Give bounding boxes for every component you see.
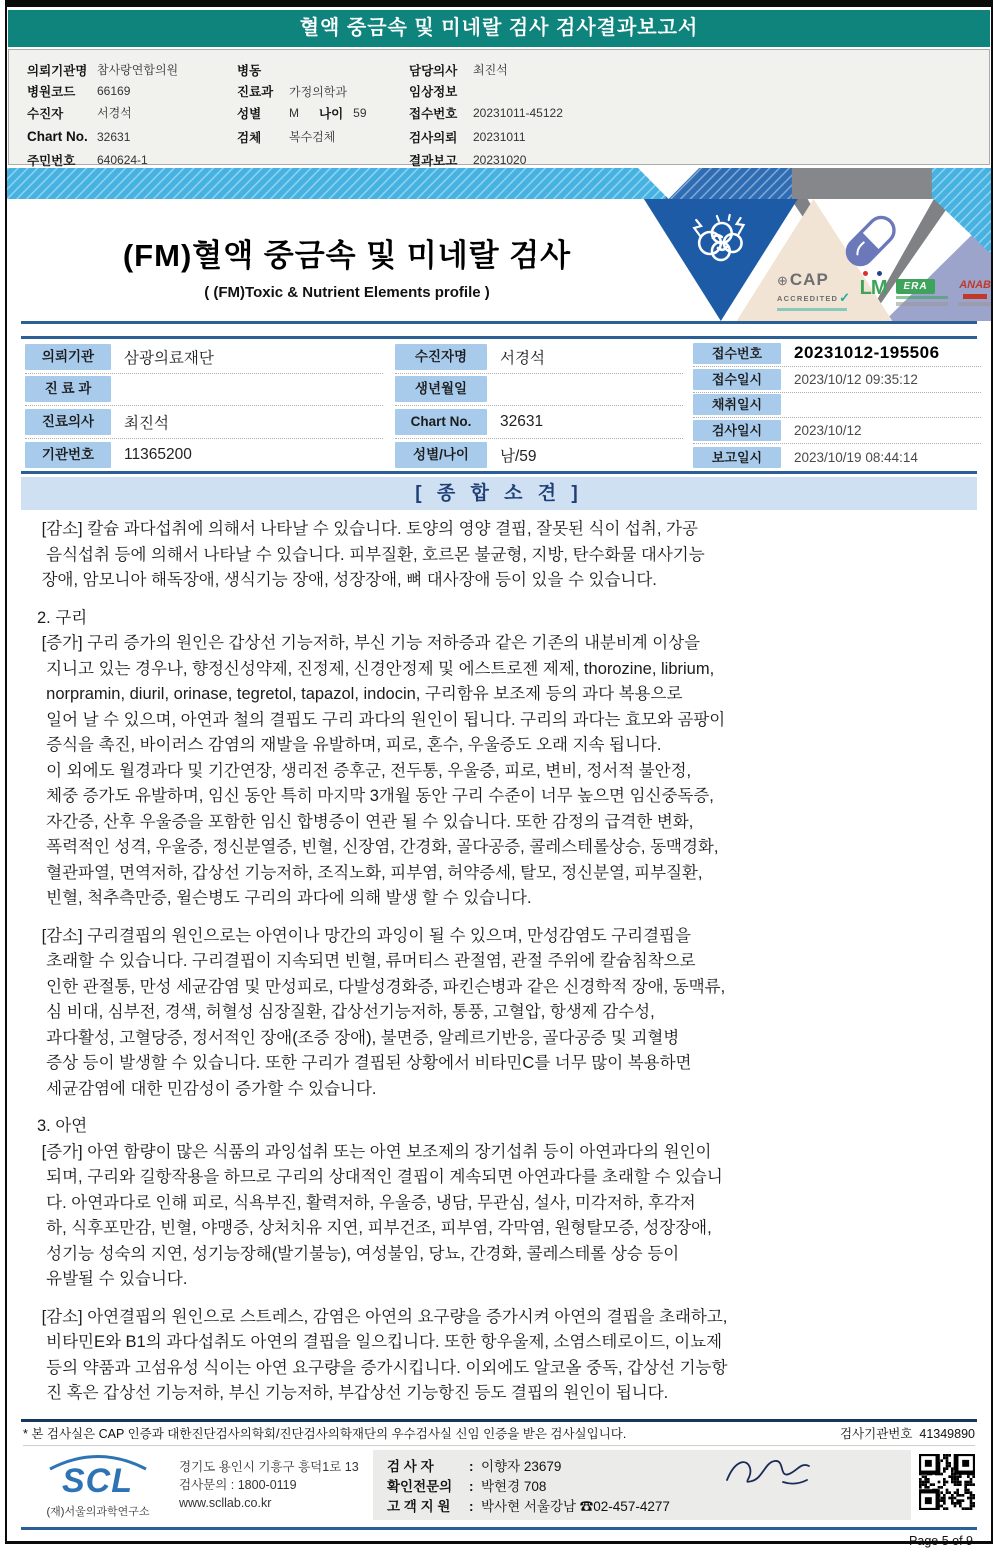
patient-table-left — [25, 341, 383, 469]
info-row: 의뢰기관명 참사랑연합의원 — [27, 63, 179, 78]
cap-globe-icon: ⊕ — [777, 272, 788, 288]
footer-note-row — [23, 1424, 975, 1446]
body-line: 되며, 구리와 길항작용을 하므로 구리의 상대적인 결핍이 계속되면 아연과다를 초래할 수 있습니 — [37, 1168, 723, 1186]
info-row: 성별 M 나이 59 — [237, 105, 367, 121]
info-row: 병동 — [237, 63, 262, 78]
body-line: 2. 구리 — [37, 608, 88, 627]
summary-paragraph — [37, 606, 973, 912]
exam-title: (FM)혈액 중금속 및 미네랄 검사 — [122, 238, 572, 273]
body-line: 빈혈, 척추측만증, 윌슨병도 구리의 과다에 의해 발생 할 수 있습니다. — [37, 889, 532, 907]
body-line: 폭력적인 성격, 우울증, 정신분열증, 빈혈, 신장염, 간경화, 골다공증, 콜레스테롤상승, 동맥경화, — [37, 838, 719, 856]
body-line: 장애, 암모니아 해독장애, 생식기능 장애, 성장장애, 뼈 대사장애 등이 있을 수 있습니다. — [37, 571, 657, 589]
table-row: 보고일시 2023/10/19 08:44:14 — [693, 444, 981, 470]
info-row: 검체 복수검체 — [237, 130, 336, 145]
body-line: [증가] 구리 증가의 원인은 갑상선 기능저하, 부신 기능 저하증과 같은 기존의 내분비계 이상을 — [37, 634, 701, 652]
anab-caption-bar-2 — [958, 302, 991, 306]
patient-info-table — [21, 336, 977, 474]
body-line: 지니고 있는 경우나, 향정신성약제, 진정제, 신경안정제 및 에스트로젠 제제, thorozine, librium, — [37, 659, 715, 678]
info-row: 병원코드 66169 — [27, 84, 131, 100]
anab-logo: ANAB — [955, 270, 991, 306]
era-caption-bar — [896, 296, 948, 299]
info-row: 접수번호 20231011-45122 — [409, 105, 563, 121]
body-line: 자간증, 산후 우울증을 포함한 임신 합병증이 연관 될 수 있습니다. 또한 감정의 급격한 변화, — [37, 812, 694, 831]
body-line: 성기능 성숙의 지연, 성기능장해(발기불능), 여성불임, 당뇨, 간경화, 콜레스테롤 상승 등이 — [37, 1244, 680, 1263]
table-row: Chart No. 32631 — [395, 406, 683, 439]
info-row: 진료과 가정의학과 — [237, 84, 347, 100]
body-line: 혈관파열, 면역저하, 갑상선 기능저하, 조직노화, 피부염, 허약증세, 탈모, 정신분열, 피부질환, — [37, 863, 703, 882]
info-row: 검사의뢰 20231011 — [409, 129, 526, 145]
table-row: 진료의사 최진석 — [25, 406, 383, 439]
order-info-col-1 — [27, 59, 227, 171]
footer-bottom-rule — [21, 1527, 977, 1530]
lab-address-block — [179, 1458, 359, 1512]
lm-logo: LM — [860, 270, 890, 300]
table-row: 진 료 과 — [25, 374, 383, 407]
body-line: 유발될 수 있습니다. — [37, 1270, 188, 1288]
order-info-box — [8, 49, 990, 169]
cap-accredited-logo: ⊕ CAP ACCREDITED ✓ — [777, 270, 853, 311]
body-line: 하, 식후포만감, 빈혈, 야맹증, 상처치유 지연, 피부건조, 피부염, 각막염, 원형탈모증, 성장장애, — [37, 1219, 712, 1237]
table-row: 생년월일 — [395, 374, 683, 407]
staff-row: 확인전문의 : 박현경 708 — [387, 1478, 547, 1494]
era-logo: ERA — [896, 270, 948, 306]
banner — [7, 168, 991, 321]
report-title-bar: 혈액 중금속 및 미네랄 검사 검사결과보고서 — [8, 10, 990, 47]
body-line: 초래할 수 있습니다. 구리결핍이 지속되면 빈혈, 류머티스 관절염, 관절 주위에 칼슘침착으로 — [37, 952, 696, 970]
era-caption-bar-2 — [896, 302, 948, 306]
divider-line — [21, 321, 977, 324]
qr-code — [919, 1454, 975, 1510]
table-row: 접수일시 2023/10/12 09:35:12 — [693, 367, 981, 393]
table-row: 채취일시 — [693, 393, 981, 419]
info-row: 수진자 서경석 — [27, 106, 132, 121]
org-number: 검사기관번호 41349890 — [839, 1426, 975, 1441]
staff-block — [373, 1450, 911, 1520]
info-row: 담당의사 최진석 — [409, 63, 508, 78]
banner-title-block — [62, 230, 632, 301]
body-line: 음식섭취 등에 의해서 나타날 수 있습니다. 피부질환, 호르몬 불균형, 지방, 탄수화물 대사기능 — [37, 545, 705, 564]
body-line: 3. 아연 — [37, 1117, 88, 1135]
table-row: 접수번호 20231012-195506 — [693, 341, 981, 367]
staff-row: 고 객 지 원 : 박사현 서울강남 ☎02-457-4277 — [387, 1498, 670, 1514]
body-line: norpramin, diuril, orinase, tegretol, tapazol, indocin, 구리함유 보조제 등의 과다 복용으로 — [37, 685, 683, 703]
signature — [723, 1454, 815, 1492]
summary-paragraph — [37, 924, 973, 1103]
body-line: 증상 등이 발생할 수 있습니다. 또한 구리가 결핍된 상황에서 비타민C를 너무 많이 복용하면 — [37, 1054, 692, 1072]
body-line: 체중 증가도 유발하며, 임신 동안 특히 마지막 3개월 동안 구리 수준이 너무 높으면 임신중독증, — [37, 787, 714, 805]
body-line: 심 비대, 심부전, 경색, 허혈성 심장질환, 갑상선기능저하, 통풍, 고혈압, 항생제 감수성, — [37, 1003, 655, 1021]
body-line: 다. 아연과다로 인해 피로, 식욕부진, 활력저하, 우울증, 냉담, 무관심, 설사, 미각저하, 후각저 — [37, 1193, 696, 1212]
scl-org-name: (재)서울의과학연구소 — [46, 1505, 150, 1518]
staff-row: 검 사 자 : 이향자 23679 — [387, 1458, 562, 1474]
table-row: 의뢰기관 삼광의료재단 — [25, 341, 383, 374]
table-row: 수진자명 서경석 — [395, 341, 683, 374]
checkmark-icon: ✓ — [839, 290, 852, 305]
info-row: 주민번호 640624-1 — [27, 153, 148, 169]
svg-text:SCL: SCL — [62, 1461, 133, 1498]
lab-address: 경기도 용인시 기흥구 흥덕1로 13 — [179, 1459, 359, 1474]
body-line: 세균감염에 대한 민감성이 증가할 수 있습니다. — [37, 1079, 377, 1098]
summary-section-header: [ 종 합 소 견 ] — [21, 477, 977, 510]
accreditation-note: * 본 검사실은 CAP 인증과 대한진단검사의학회/진단검사의학재단의 우수검사실 신임 인증을 받은 검사실입니다. — [23, 1426, 627, 1441]
summary-paragraph — [37, 517, 973, 594]
body-line: [감소] 칼슘 과다섭취에 의해서 나타날 수 있습니다. 토양의 영양 결핍, 잘못된 식이 섭취, 가공 — [37, 520, 698, 538]
patient-table-right — [693, 341, 981, 469]
body-line: 일어 날 수 있으며, 아연과 철의 결핍도 구리 과다의 원인이 됩니다. 구리의 과다는 효모와 곰팡이 — [37, 710, 726, 729]
anab-caption-bar — [963, 294, 987, 299]
body-line: [감소] 아연결핍의 원인으로 스트레스, 감염은 아연의 요구량을 증가시켜 아연의 결핍을 초래하고, — [37, 1307, 728, 1326]
body-line: 과다활성, 고혈당증, 정서적인 장애(조증 장애), 불면증, 알레르기반응, 골다공증 및 괴혈병 — [37, 1028, 680, 1047]
body-line: 증식을 촉진, 바이러스 감염의 재발을 유발하며, 피로, 혼수, 우울증도 오래 지속 됩니다. — [37, 736, 662, 754]
body-line: 이 외에도 월경과다 및 기간연장, 생리전 증후군, 전두통, 우울증, 피로, 변비, 정서적 불안정, — [37, 761, 692, 780]
info-row: 임상정보 — [409, 85, 458, 100]
lab-website: www.scllab.co.kr — [179, 1495, 272, 1510]
footer-main — [21, 1450, 977, 1524]
page-number: Page 5 of 9 — [909, 1533, 973, 1548]
summary-paragraph — [37, 1305, 973, 1407]
body-line: [감소] 구리결핍의 원인으로는 아연이나 망간의 과잉이 될 수 있으며, 만성감염도 구리결핍을 — [37, 926, 691, 945]
lab-inquiry: 검사문의 : 1800-0119 — [179, 1477, 297, 1492]
scl-logo — [38, 1452, 158, 1498]
accreditation-logos — [777, 270, 991, 311]
body-line: 진 혹은 갑상선 기능저하, 부신 기능저하, 부갑상선 기능항진 등도 결핍의 원인이 됩니다. — [37, 1384, 669, 1402]
order-info-col-3 — [409, 59, 739, 171]
exam-subtitle: ( (FM)Toxic & Nutrient Elements profile ) — [204, 284, 490, 301]
table-row: 성별/나이 남/59 — [395, 439, 683, 472]
patient-table-middle — [395, 341, 683, 469]
body-line: [증가] 아연 함량이 많은 식품의 과잉섭취 또는 아연 보조제의 장기섭취 등이 아연과다의 원인이 — [37, 1142, 712, 1161]
body-line: 등의 약품과 고섬유성 식이는 아연 요구량을 증가시킵니다. 이외에도 알코올 중독, 갑상선 기능항 — [37, 1358, 728, 1377]
body-line: 인한 관절통, 만성 세균감염 및 만성피로, 다발성경화증, 파킨슨병과 같은 신경학적 장애, 동맥류, — [37, 977, 726, 996]
cap-caption-bar — [777, 308, 847, 311]
table-row: 기관번호 11365200 — [25, 439, 383, 472]
table-row: 검사일시 2023/10/12 — [693, 418, 981, 444]
report-body — [7, 517, 991, 1407]
info-row: Chart No. 32631 — [27, 129, 131, 144]
order-info-col-2 — [237, 59, 427, 150]
info-row: 결과보고 20231020 — [409, 153, 527, 169]
scl-logo-block — [33, 1452, 163, 1519]
summary-paragraph — [37, 1114, 973, 1293]
footer-top-rule — [21, 1419, 977, 1422]
body-line: 비타민E와 B1의 과다섭취도 아연의 결핍을 일으킵니다. 또한 항우울제, 소염스테로이드, 이뇨제 — [37, 1333, 723, 1351]
